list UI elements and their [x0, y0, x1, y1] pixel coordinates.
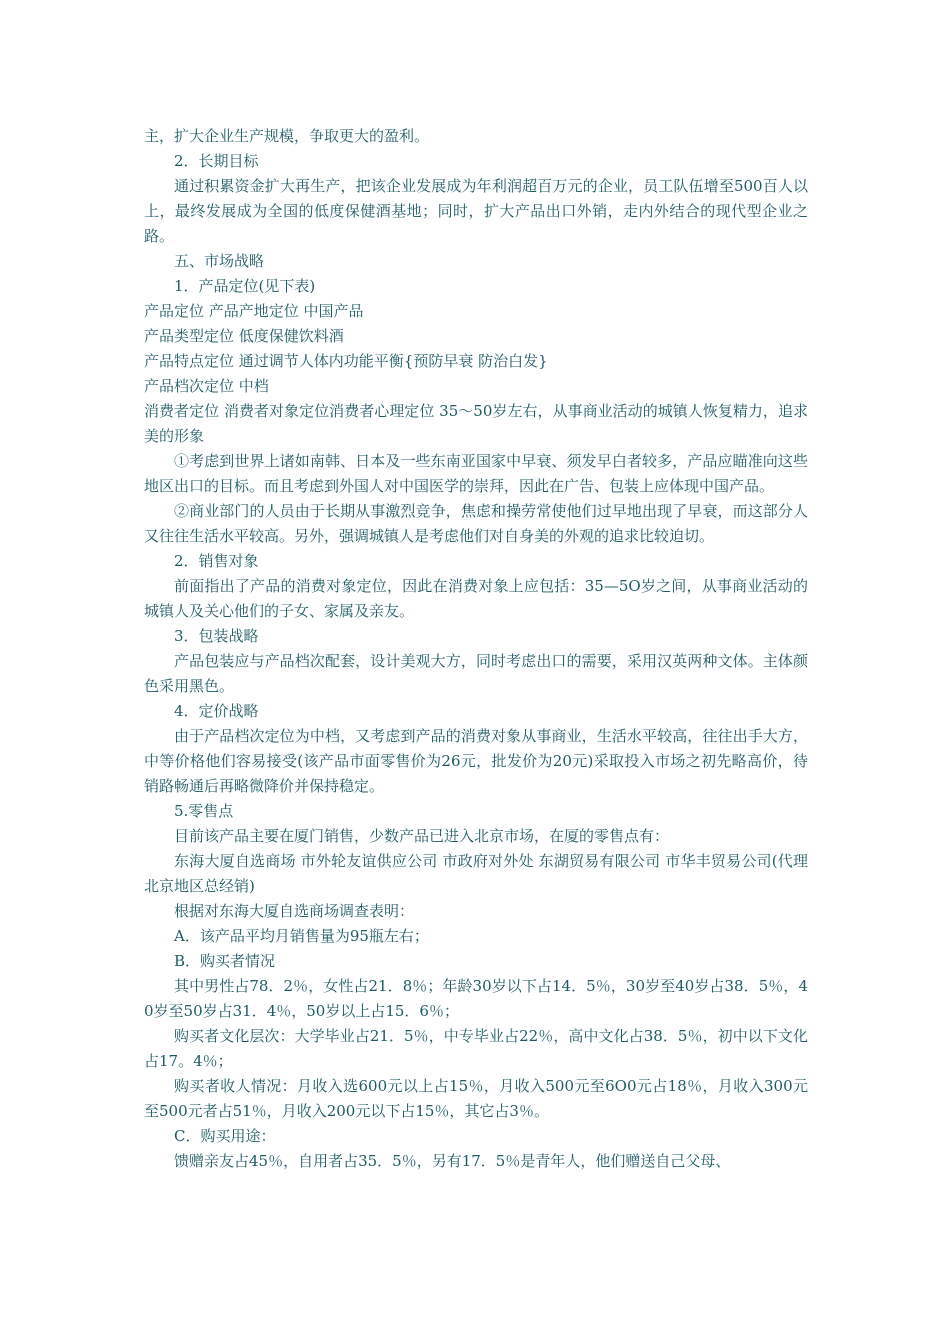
document-body	[144, 124, 808, 1174]
positioning-line: 产品类型定位 低度保健饮料酒	[144, 327, 344, 345]
paragraph: 产品包装应与产品档次配套，设计美观大方，同时考虑出口的需要，采用汉英两种文体。主体颜色采用黑色。	[144, 652, 808, 695]
paragraph: 由于产品档次定位为中档，又考虑到产品的消费对象从事商业，生活水平较高，往往出手大方，中等价格他们容易接受(该产品市面零售价为26元，批发价为20元)采取投入市场之初先略高价，待销路畅通后再略微降价并保持稳定。	[144, 727, 808, 795]
subheading-product-positioning: 1．产品定位(见下表)	[174, 277, 316, 295]
paragraph: 根据对东海大厦自选商场调查表明：	[174, 902, 415, 920]
subheading-long-term-goal: 2．长期目标	[174, 152, 259, 170]
subheading-sales-target: 2．销售对象	[174, 552, 259, 570]
paragraph: 东海大厦自选商场 市外轮友谊供应公司 市政府对外处 东湖贸易有限公司 市华丰贸易公司(代理北京地区总经销)	[144, 852, 808, 895]
subheading-packaging-strategy: 3．包装战略	[174, 627, 259, 645]
paragraph: 其中男性占78．2％，女性占21．8％；年龄30岁以下占14．5％，30岁至40岁占38．5％，40岁至50岁占31．4％，50岁以上占15．6％；	[144, 977, 808, 1020]
paragraph: 馈赠亲友占45％，自用者占35．5％，另有17．5％是青年人，他们赠送自己父母、	[174, 1152, 731, 1170]
paragraph: 通过积累资金扩大再生产，把该企业发展成为年利润超百万元的企业，员工队伍增至500百人以上，最终发展成为全国的低度保健酒基地；同时，扩大产品出口外销，走内外结合的现代型企业之路。	[144, 177, 808, 245]
paragraph: 购买者文化层次：大学毕业占21．5％，中专毕业占22％，高中文化占38．5％，初中以下文化占17。4％；	[144, 1027, 808, 1070]
list-item: A．该产品平均月销售量为95瓶左右；	[174, 927, 429, 945]
paragraph: 主，扩大企业生产规模，争取更大的盈利。	[144, 127, 430, 145]
paragraph: 前面指出了产品的消费对象定位，因此在消费对象上应包括：35—5O岁之间，从事商业活动的城镇人及关心他们的子女、家属及亲友。	[144, 577, 808, 620]
section-heading-market-strategy: 五、市场战略	[174, 252, 265, 270]
subheading-pricing-strategy: 4．定价战略	[174, 702, 259, 720]
paragraph: ①考虑到世界上诸如南韩、日本及一些东南亚国家中早衰、须发早白者较多，产品应瞄准向这些地区出口的目标。而且考虑到外国人对中国医学的崇拜，因此在广告、包装上应体现中国产品。	[144, 452, 808, 495]
paragraph: ②商业部门的人员由于长期从事激烈竞争，焦虑和操劳常使他们过早地出现了早衰，而这部分人又往往生活水平较高。另外，强调城镇人是考虑他们对自身美的外观的追求比较迫切。	[144, 502, 808, 545]
positioning-line: 产品定位 产品产地定位 中国产品	[144, 302, 364, 320]
subheading-retail-points: 5.零售点	[174, 802, 234, 820]
paragraph: 目前该产品主要在厦门销售，少数产品已进入北京市场，在厦的零售点有：	[174, 827, 670, 845]
paragraph: 购买者收人情况：月收入选600元以上占15％，月收入500元至6O0元占18％，月收入300元至500元者占51％，月收入200元以下占15％，其它占3％。	[144, 1077, 808, 1120]
list-item: C．购买用途：	[174, 1127, 276, 1145]
positioning-line: 产品档次定位 中档	[144, 377, 269, 395]
positioning-line: 产品特点定位 通过调节人体内功能平衡{预防早衰 防治白发}	[144, 352, 548, 370]
positioning-line: 消费者定位 消费者对象定位消费者心理定位 35～50岁左右，从事商业活动的城镇人恢复精力，追求美的形象	[144, 402, 808, 445]
list-item: B．购买者情况	[174, 952, 276, 970]
